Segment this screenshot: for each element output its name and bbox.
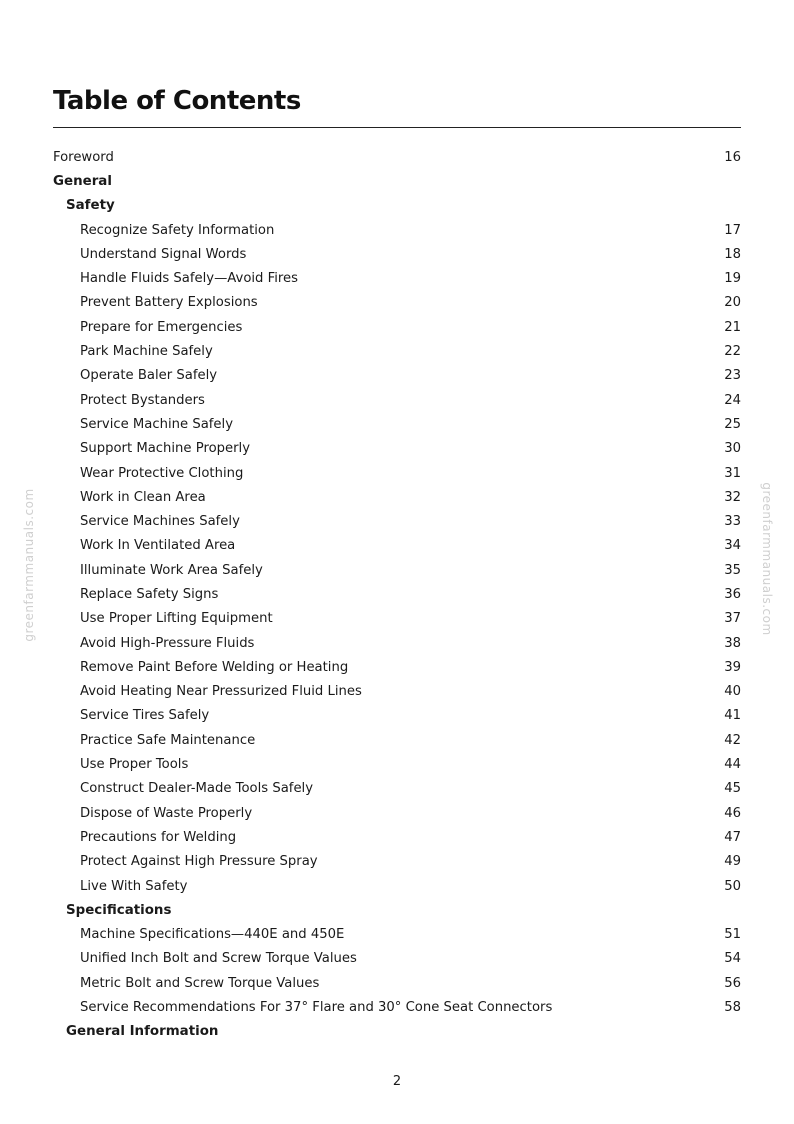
toc-entry-label: Service Recommendations For 37° Flare and 30° Cone Seat Connectors	[80, 1000, 553, 1016]
toc-entry[interactable]	[53, 509, 741, 533]
toc-entry-label: Specifications	[66, 902, 172, 918]
toc-entry-page: 31	[724, 465, 741, 481]
toc-entry-label: Support Machine Properly	[80, 441, 251, 457]
toc-entry-page: 24	[724, 392, 741, 408]
toc-entry-label: Remove Paint Before Welding or Heating	[80, 659, 349, 675]
toc-entry[interactable]	[53, 218, 741, 242]
toc-entry[interactable]	[53, 242, 741, 266]
toc-entry[interactable]	[53, 752, 741, 776]
toc-entry-label: Understand Signal Words	[80, 246, 247, 262]
toc-entry-page: 37	[724, 611, 741, 627]
toc-entry-label: Wear Protective Clothing	[80, 465, 244, 481]
toc-entry-label: Precautions for Welding	[80, 829, 237, 845]
toc-entry[interactable]	[53, 947, 741, 971]
toc-entry[interactable]	[53, 412, 741, 436]
toc-entry[interactable]	[53, 801, 741, 825]
toc-entry[interactable]	[53, 607, 741, 631]
toc-entry-page: 40	[724, 684, 741, 700]
toc-entry-label: Handle Fluids Safely—Avoid Fires	[80, 271, 299, 287]
toc-entry-page: 39	[724, 659, 741, 675]
toc-entry-label: Replace Safety Signs	[80, 586, 219, 602]
toc-entry-label: Avoid Heating Near Pressurized Fluid Lines	[80, 684, 362, 700]
toc-entry[interactable]	[53, 631, 741, 655]
toc-entry[interactable]	[53, 364, 741, 388]
toc-entry[interactable]	[53, 534, 741, 558]
toc-entry-page: 51	[724, 927, 741, 943]
toc-entry[interactable]	[53, 874, 741, 898]
toc-entry-page: 32	[724, 489, 741, 505]
toc-entry[interactable]	[53, 558, 741, 582]
toc-entry-label: Service Tires Safely	[80, 708, 210, 724]
toc-section-heading	[53, 1020, 741, 1044]
toc-entry-label: Work in Clean Area	[80, 489, 206, 505]
toc-entry[interactable]	[53, 777, 741, 801]
toc-entry-page: 23	[724, 368, 741, 384]
toc-entry-label: Safety	[66, 198, 115, 214]
toc-entry[interactable]	[53, 923, 741, 947]
toc-entry[interactable]	[53, 461, 741, 485]
toc-entry-page: 33	[724, 514, 741, 530]
toc-entry-label: Prepare for Emergencies	[80, 319, 243, 335]
toc-entry-label: Park Machine Safely	[80, 344, 213, 360]
toc-entry[interactable]	[53, 315, 741, 339]
table-of-contents	[53, 145, 741, 1044]
title-divider	[53, 127, 741, 128]
toc-entry-label: Service Machine Safely	[80, 416, 234, 432]
toc-entry-label: Illuminate Work Area Safely	[80, 562, 263, 578]
toc-entry[interactable]	[53, 485, 741, 509]
toc-entry-page: 50	[724, 878, 741, 894]
toc-entry[interactable]	[53, 266, 741, 290]
watermark-right: greenfarmmanuals.com	[760, 482, 774, 636]
toc-entry-page: 42	[724, 732, 741, 748]
toc-entry[interactable]	[53, 825, 741, 849]
toc-entry[interactable]	[53, 655, 741, 679]
toc-entry-label: Metric Bolt and Screw Torque Values	[80, 975, 320, 991]
toc-entry[interactable]	[53, 339, 741, 363]
toc-entry[interactable]	[53, 850, 741, 874]
toc-entry-label: Foreword	[53, 149, 114, 165]
toc-entry-label: Recognize Safety Information	[80, 222, 275, 238]
toc-entry-label: Service Machines Safely	[80, 514, 240, 530]
toc-entry-label: General Information	[66, 1024, 219, 1040]
toc-entry-page: 25	[724, 416, 741, 432]
watermark-left: greenfarmmanuals.com	[22, 488, 36, 642]
toc-entry-label: Prevent Battery Explosions	[80, 295, 258, 311]
toc-entry-page: 17	[724, 222, 741, 238]
toc-entry-label: Machine Specifications—440E and 450E	[80, 927, 345, 943]
toc-entry-label: Avoid High-Pressure Fluids	[80, 635, 255, 651]
toc-entry-page: 46	[724, 805, 741, 821]
toc-entry-page: 41	[724, 708, 741, 724]
toc-entry[interactable]	[53, 680, 741, 704]
toc-entry[interactable]	[53, 995, 741, 1019]
toc-entry-label: General	[53, 173, 112, 189]
toc-entry-label: Dispose of Waste Properly	[80, 805, 253, 821]
toc-entry-label: Protect Bystanders	[80, 392, 205, 408]
toc-entry-page: 20	[724, 295, 741, 311]
toc-entry-page: 44	[724, 757, 741, 773]
toc-entry-page: 38	[724, 635, 741, 651]
toc-entry-label: Operate Baler Safely	[80, 368, 218, 384]
toc-entry-label: Use Proper Tools	[80, 757, 189, 773]
toc-entry-page: 56	[724, 975, 741, 991]
toc-entry-page: 47	[724, 829, 741, 845]
toc-entry-label: Construct Dealer-Made Tools Safely	[80, 781, 314, 797]
toc-section-heading	[53, 169, 741, 193]
toc-entry[interactable]	[53, 728, 741, 752]
toc-entry-page: 30	[724, 441, 741, 457]
toc-entry-label: Unified Inch Bolt and Screw Torque Values	[80, 951, 357, 967]
toc-entry-label: Use Proper Lifting Equipment	[80, 611, 273, 627]
toc-entry-page: 21	[724, 319, 741, 335]
toc-entry-page: 18	[724, 246, 741, 262]
toc-entry-page: 54	[724, 951, 741, 967]
toc-entry-page: 22	[724, 344, 741, 360]
toc-entry-page: 58	[724, 1000, 741, 1016]
toc-entry[interactable]	[53, 291, 741, 315]
toc-entry-label: Live With Safety	[80, 878, 188, 894]
page-title: Table of Contents	[53, 86, 301, 116]
toc-entry[interactable]	[53, 704, 741, 728]
toc-entry-page: 19	[724, 271, 741, 287]
page-number: 2	[392, 1074, 402, 1089]
toc-section-heading	[53, 898, 741, 922]
toc-entry[interactable]	[53, 145, 741, 169]
toc-entry[interactable]	[53, 971, 741, 995]
toc-entry[interactable]	[53, 582, 741, 606]
toc-entry-page: 36	[724, 586, 741, 602]
toc-entry-page: 45	[724, 781, 741, 797]
toc-entry[interactable]	[53, 437, 741, 461]
toc-entry-page: 34	[724, 538, 741, 554]
toc-entry-page: 35	[724, 562, 741, 578]
toc-entry-label: Work In Ventilated Area	[80, 538, 236, 554]
toc-entry-label: Practice Safe Maintenance	[80, 732, 256, 748]
toc-entry[interactable]	[53, 388, 741, 412]
toc-entry-page: 16	[724, 149, 741, 165]
toc-entry-page: 49	[724, 854, 741, 870]
toc-entry-label: Protect Against High Pressure Spray	[80, 854, 318, 870]
toc-section-heading	[53, 194, 741, 218]
